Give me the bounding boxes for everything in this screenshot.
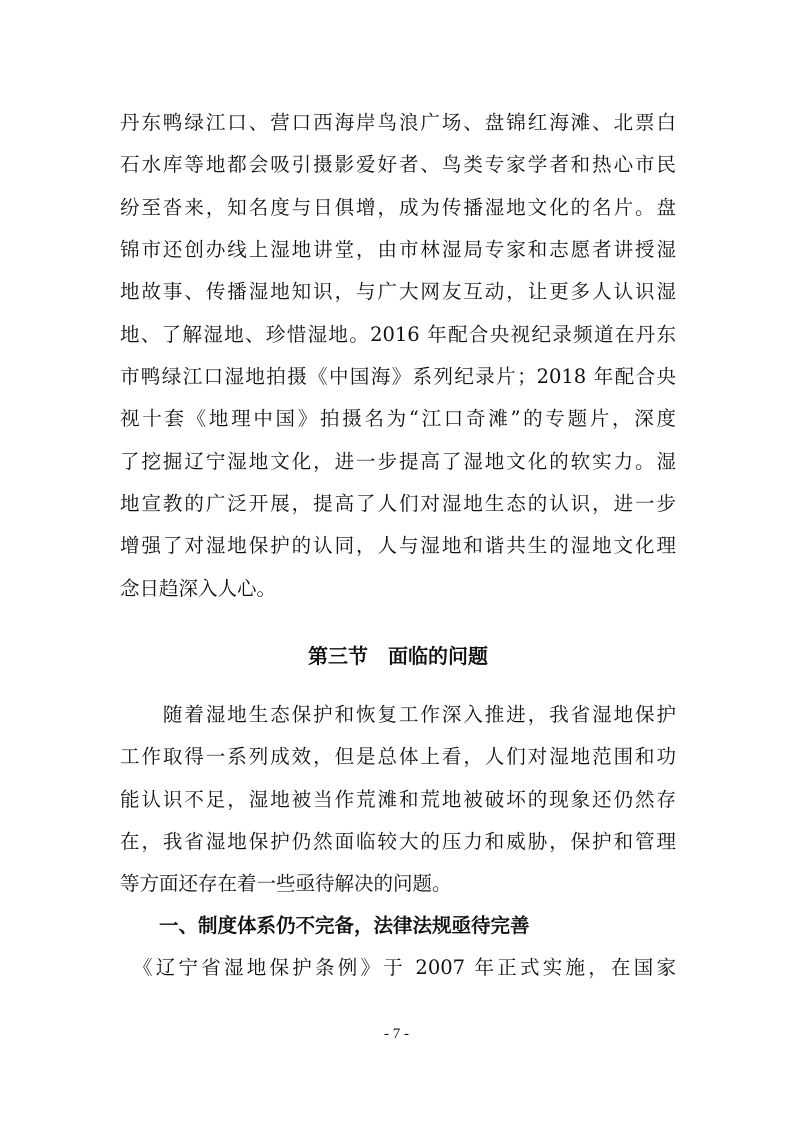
text-line: 在，我省湿地保护仍然面临较大的压力和威胁，保护和管理 <box>120 830 676 853</box>
text-line: 丹东鸭绿江口、营口西海岸鸟浪广场、盘锦红海滩、北票白 <box>120 111 676 134</box>
text-line: 锦市还创办线上湿地讲堂，由市林湿局专家和志愿者讲授湿 <box>120 238 676 261</box>
text-line: 市鸭绿江口湿地拍摄《中国海》系列纪录片；2018 年配合央 <box>120 365 676 388</box>
text-line: 工作取得一系列成效，但是总体上看，人们对湿地范围和功 <box>120 745 676 768</box>
text-line: 念日趋深入人心。 <box>120 577 277 600</box>
subsection-heading: 一、制度体系仍不完备，法律法规亟待完善 <box>120 914 530 937</box>
text-line: 增强了对湿地保护的认同，人与湿地和谐共生的湿地文化理 <box>120 534 676 557</box>
text-line: 纷至沓来，知名度与日俱增，成为传播湿地文化的名片。盘 <box>120 196 676 219</box>
text-line: 地故事、传播湿地知识，与广大网友互动，让更多人认识湿 <box>120 280 676 303</box>
section-heading: 第三节 面临的问题 <box>308 644 488 668</box>
text-line: 视十套《地理中国》拍摄名为“江口奇滩”的专题片，深度 <box>120 407 676 430</box>
text-line: 地、了解湿地、珍惜湿地。2016 年配合央视纪录频道在丹东 <box>120 323 676 346</box>
text-line: 随着湿地生态保护和恢复工作深入推进，我省湿地保护 <box>120 703 676 726</box>
text-line: 能认识不足，湿地被当作荒滩和荒地被破坏的现象还仍然存 <box>120 788 676 811</box>
text-line: 等方面还存在着一些亟待解决的问题。 <box>120 872 452 895</box>
text-line: 地宣教的广泛开展，提高了人们对湿地生态的认识，进一步 <box>120 492 676 515</box>
text-line: 石水库等地都会吸引摄影爱好者、鸟类专家学者和热心市民 <box>120 153 676 176</box>
text-line: 了挖掘辽宁湿地文化，进一步提高了湿地文化的软实力。湿 <box>120 450 676 473</box>
page-number: - 7 - <box>384 1026 409 1042</box>
text-line: 《辽宁省湿地保护条例》于 2007 年正式实施，在国家 <box>120 956 676 979</box>
